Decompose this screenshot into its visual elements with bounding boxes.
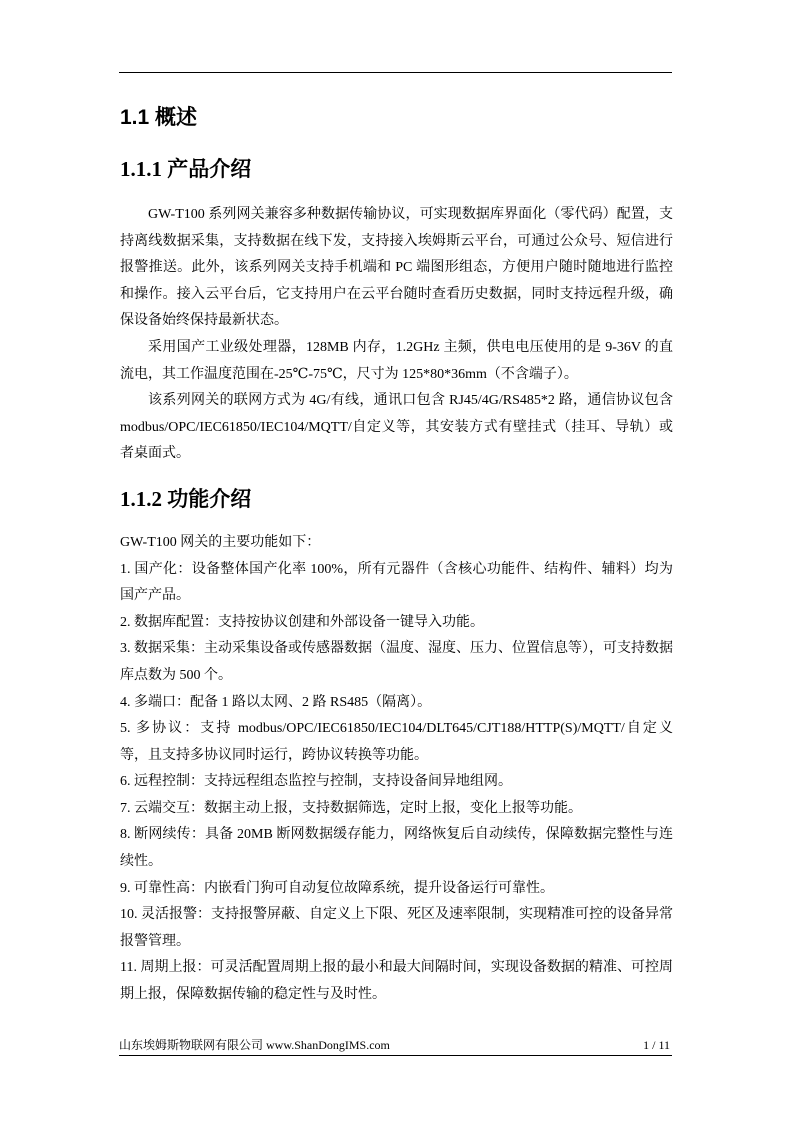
function-list-item: 6. 远程控制：支持远程组态监控与控制，支持设备间异地组网。 [120, 774, 512, 790]
subsection-heading-function-intro: 1.1.2 功能介绍 [120, 486, 252, 511]
subsection-heading-product-intro: 1.1.1 产品介绍 [120, 157, 252, 181]
function-list-item: 7. 云端交互：数据主动上报，支持数据筛选，定时上报，变化上报等功能。 [120, 800, 582, 816]
function-list-item: 3. 数据采集：主动采集设备或传感器数据（温度、湿度、压力、位置信息等），可支持数据库点数为 500 个。 [120, 641, 673, 683]
product-intro-paragraph: 该系列网关的联网方式为 4G/有线，通讯口包含 RJ45/4G/RS485*2 路，通信协议包含 modbus/OPC/IEC61850/IEC104/MQTT/自定义等，其安装方式有壁挂式（挂耳、导轨）或者桌面式。 [120, 393, 673, 462]
function-list-item: 1. 国产化：设备整体国产化率 100%，所有元器件（含核心功能件、结构件、辅料）均为国产产品。 [120, 561, 673, 604]
function-intro-body [120, 530, 673, 1009]
product-intro-paragraph: GW-T100 系列网关兼容多种数据传输协议，可实现数据库界面化（零代码）配置，支持离线数据采集，支持数据在线下发，支持接入埃姆斯云平台，可通过公众号、短信进行报警推送。此外，该系列网关支持手机端和 PC 端图形组态，方便用户随时随地进行监控和操作。接入云平台后，它支持用户在云平台随时查看历史数据，同时支持远程升级，确保设备始终保持最新状态。 [120, 207, 673, 329]
function-list-item: 11. 周期上报：可灵活配置周期上报的最小和最大间隔时间，实现设备数据的精准、可控周期上报，保障数据传输的稳定性与及时性。 [120, 960, 673, 1003]
function-list-item: 5. 多协议：支持 modbus/OPC/IEC61850/IEC104/DLT645/CJT188/HTTP(S)/MQTT/自定义等，且支持多协议同时运行，跨协议转换等功能。 [120, 721, 673, 763]
page-footer [119, 1036, 672, 1054]
header-rule [119, 72, 672, 73]
product-intro-body [120, 202, 673, 468]
page-number: 1 / 11 [643, 1038, 670, 1052]
function-list-item: 8. 断网续传：具备 20MB 断网数据缓存能力，网络恢复后自动续传，保障数据完整性与连续性。 [120, 827, 673, 870]
footer-rule [119, 1055, 672, 1056]
section-heading-overview: 1.1 概述 [120, 106, 198, 129]
function-list-item: 2. 数据库配置：支持按协议创建和外部设备一键导入功能。 [120, 614, 484, 630]
page-content [120, 96, 673, 1009]
function-list-item: 4. 多端口：配备 1 路以太网、2 路 RS485（隔离）。 [120, 694, 432, 710]
function-intro-lead: GW-T100 网关的主要功能如下： [120, 534, 321, 550]
footer-company: 山东埃姆斯物联网有限公司 www.ShanDongIMS.com [119, 1038, 390, 1052]
product-intro-paragraph: 采用国产工业级处理器，128MB 内存，1.2GHz 主频，供电电压使用的是 9-36V 的直流电，其工作温度范围在-25℃-75℃，尺寸为 125*80*36mm（不含端子）。 [120, 339, 673, 382]
function-list-item: 10. 灵活报警：支持报警屏蔽、自定义上下限、死区及速率限制，实现精准可控的设备异常报警管理。 [120, 907, 673, 949]
function-list-item: 9. 可靠性高：内嵌看门狗可自动复位故障系统，提升设备运行可靠性。 [120, 880, 554, 896]
